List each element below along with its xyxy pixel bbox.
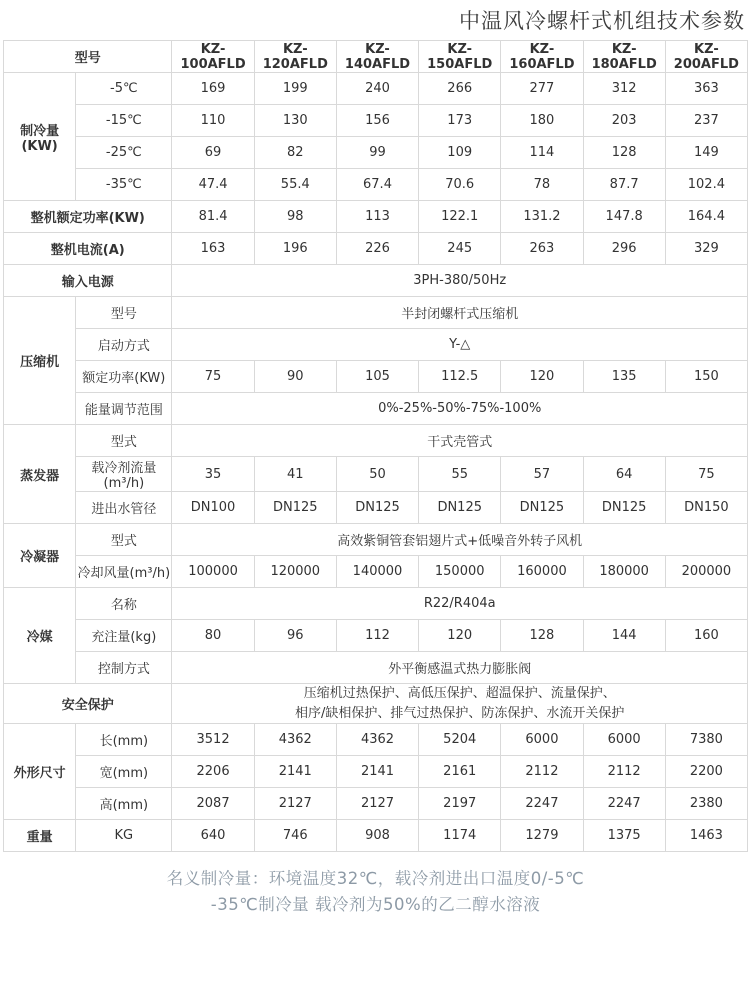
cell: 50 — [336, 457, 418, 492]
model-header-cell: KZ-160AFLD — [501, 41, 583, 73]
group-label-cooling-capacity: 制冷量(KW) — [4, 73, 76, 201]
cell: 140000 — [336, 556, 418, 588]
cell: 329 — [665, 233, 747, 265]
cell: 99 — [336, 137, 418, 169]
table-header-row — [4, 41, 748, 73]
cell: 160 — [665, 620, 747, 652]
cell: 55 — [419, 457, 501, 492]
cell: 67.4 — [336, 169, 418, 201]
model-header-cell: KZ-150AFLD — [419, 41, 501, 73]
sub-label: 载冷剂流量(m³/h) — [76, 457, 172, 492]
cell: 2141 — [254, 756, 336, 788]
cell-merged-safety — [172, 684, 748, 724]
table-row — [4, 820, 748, 852]
cell: 163 — [172, 233, 254, 265]
table-row — [4, 297, 748, 329]
cell: 96 — [254, 620, 336, 652]
sub-label: KG — [76, 820, 172, 852]
group-label-rated-power: 整机额定功率(KW) — [4, 201, 172, 233]
cell: 75 — [172, 361, 254, 393]
cell: 102.4 — [665, 169, 747, 201]
cell: 57 — [501, 457, 583, 492]
cell: 144 — [583, 620, 665, 652]
footer-notes — [0, 866, 751, 919]
table-row — [4, 684, 748, 724]
page-header — [0, 0, 751, 40]
cell: 41 — [254, 457, 336, 492]
cell: 2380 — [665, 788, 747, 820]
group-label-power-supply: 输入电源 — [4, 265, 172, 297]
cell: 64 — [583, 457, 665, 492]
model-header-cell: KZ-140AFLD — [336, 41, 418, 73]
cell: 113 — [336, 201, 418, 233]
table-row — [4, 620, 748, 652]
cell: 2112 — [583, 756, 665, 788]
cell-merged: 3PH-380/50Hz — [172, 265, 748, 297]
cell: 2247 — [501, 788, 583, 820]
cell: 90 — [254, 361, 336, 393]
cell: 112 — [336, 620, 418, 652]
cell: 7380 — [665, 724, 747, 756]
cell: 2141 — [336, 756, 418, 788]
table-row — [4, 425, 748, 457]
table-row — [4, 492, 748, 524]
page-title: 中温风冷螺杆式机组技术参数 — [459, 9, 745, 33]
cell: 122.1 — [419, 201, 501, 233]
table-row — [4, 233, 748, 265]
cell: 312 — [583, 73, 665, 105]
cell: 173 — [419, 105, 501, 137]
cell: 109 — [419, 137, 501, 169]
table-row — [4, 588, 748, 620]
sub-label: 启动方式 — [76, 329, 172, 361]
cell: 69 — [172, 137, 254, 169]
cell-merged: R22/R404a — [172, 588, 748, 620]
cell: 266 — [419, 73, 501, 105]
cell: 131.2 — [501, 201, 583, 233]
table-row — [4, 393, 748, 425]
sub-label: 冷却风量(m³/h) — [76, 556, 172, 588]
cell: 2087 — [172, 788, 254, 820]
sub-label: 进出水管径 — [76, 492, 172, 524]
cell: DN125 — [419, 492, 501, 524]
cell: 150000 — [419, 556, 501, 588]
cell: DN125 — [336, 492, 418, 524]
cell-merged: 半封闭螺杆式压缩机 — [172, 297, 748, 329]
cell: 1375 — [583, 820, 665, 852]
cell: 164.4 — [665, 201, 747, 233]
cell: 98 — [254, 201, 336, 233]
cell: 2206 — [172, 756, 254, 788]
cell: 908 — [336, 820, 418, 852]
table-row — [4, 105, 748, 137]
cell: 263 — [501, 233, 583, 265]
sub-label: 宽(mm) — [76, 756, 172, 788]
model-header-cell: KZ-180AFLD — [583, 41, 665, 73]
sub-label: -5℃ — [76, 73, 172, 105]
group-label-evaporator: 蒸发器 — [4, 425, 76, 524]
cell: 199 — [254, 73, 336, 105]
cell: 156 — [336, 105, 418, 137]
cell-merged: 外平衡感温式热力膨胀阀 — [172, 652, 748, 684]
cell: 240 — [336, 73, 418, 105]
cell: 120 — [501, 361, 583, 393]
cell: 6000 — [501, 724, 583, 756]
model-row-label: 型号 — [4, 41, 172, 73]
sub-label: 控制方式 — [76, 652, 172, 684]
cell: 130 — [254, 105, 336, 137]
table-row — [4, 756, 748, 788]
cell: 55.4 — [254, 169, 336, 201]
sub-label: -25℃ — [76, 137, 172, 169]
table-row — [4, 169, 748, 201]
sub-label: 型号 — [76, 297, 172, 329]
cell: 237 — [665, 105, 747, 137]
cell: DN125 — [254, 492, 336, 524]
cell: 135 — [583, 361, 665, 393]
cell-merged: 高效紫铜管套铝翅片式+低噪音外转子风机 — [172, 524, 748, 556]
cell: 1463 — [665, 820, 747, 852]
sub-label: 额定功率(KW) — [76, 361, 172, 393]
table-row — [4, 788, 748, 820]
cell: 112.5 — [419, 361, 501, 393]
group-label-dimensions: 外形尺寸 — [4, 724, 76, 820]
cell: 640 — [172, 820, 254, 852]
cell: 296 — [583, 233, 665, 265]
cell: 245 — [419, 233, 501, 265]
model-header-cell: KZ-100AFLD — [172, 41, 254, 73]
cell: 128 — [501, 620, 583, 652]
cell: 2127 — [254, 788, 336, 820]
cell-merged: 干式壳管式 — [172, 425, 748, 457]
cell: 149 — [665, 137, 747, 169]
cell: 6000 — [583, 724, 665, 756]
cell: 80 — [172, 620, 254, 652]
safety-line-2: 相序/缺相保护、排气过热保护、防冻保护、水流开关保护 — [295, 705, 625, 721]
cell: 35 — [172, 457, 254, 492]
cell: 87.7 — [583, 169, 665, 201]
table-row — [4, 201, 748, 233]
group-label-current: 整机电流(A) — [4, 233, 172, 265]
cell: 200000 — [665, 556, 747, 588]
sub-label: 长(mm) — [76, 724, 172, 756]
table-row — [4, 724, 748, 756]
sub-label: 能量调节范围 — [76, 393, 172, 425]
cell: DN125 — [501, 492, 583, 524]
cell: 2127 — [336, 788, 418, 820]
cell: 105 — [336, 361, 418, 393]
cell: 160000 — [501, 556, 583, 588]
table-row — [4, 265, 748, 297]
sub-label: 型式 — [76, 425, 172, 457]
cell: 120 — [419, 620, 501, 652]
cell: 81.4 — [172, 201, 254, 233]
cell: 70.6 — [419, 169, 501, 201]
cell: 4362 — [336, 724, 418, 756]
cell: DN150 — [665, 492, 747, 524]
cell: 3512 — [172, 724, 254, 756]
cell: 4362 — [254, 724, 336, 756]
cell: 2112 — [501, 756, 583, 788]
group-label-refrigerant: 冷媒 — [4, 588, 76, 684]
cell: 169 — [172, 73, 254, 105]
sub-label: 充注量(kg) — [76, 620, 172, 652]
sub-label: 高(mm) — [76, 788, 172, 820]
table-row — [4, 524, 748, 556]
cell: 78 — [501, 169, 583, 201]
table-row — [4, 457, 748, 492]
cell: 114 — [501, 137, 583, 169]
group-label-weight: 重量 — [4, 820, 76, 852]
cell: 2197 — [419, 788, 501, 820]
group-label-compressor: 压缩机 — [4, 297, 76, 425]
cell: 2200 — [665, 756, 747, 788]
cell: 1279 — [501, 820, 583, 852]
model-header-cell: KZ-120AFLD — [254, 41, 336, 73]
safety-line-1: 压缩机过热保护、高低压保护、超温保护、流量保护、 — [303, 686, 616, 701]
cell: 128 — [583, 137, 665, 169]
cell: DN125 — [583, 492, 665, 524]
table-row — [4, 652, 748, 684]
cell: 120000 — [254, 556, 336, 588]
cell: 203 — [583, 105, 665, 137]
cell: 226 — [336, 233, 418, 265]
specifications-table — [3, 40, 748, 852]
table-row — [4, 361, 748, 393]
cell: 1174 — [419, 820, 501, 852]
cell: 47.4 — [172, 169, 254, 201]
cell: 75 — [665, 457, 747, 492]
footer-line-2: -35℃制冷量 载冷剂为50%的乙二醇水溶液 — [210, 895, 541, 915]
table-row — [4, 556, 748, 588]
cell: 82 — [254, 137, 336, 169]
cell: 277 — [501, 73, 583, 105]
sub-label: 名称 — [76, 588, 172, 620]
cell: 2247 — [583, 788, 665, 820]
table-row — [4, 137, 748, 169]
cell: 100000 — [172, 556, 254, 588]
sub-label: 型式 — [76, 524, 172, 556]
sub-label: -15℃ — [76, 105, 172, 137]
cell: 150 — [665, 361, 747, 393]
cell: 196 — [254, 233, 336, 265]
group-label-condenser: 冷凝器 — [4, 524, 76, 588]
cell: 746 — [254, 820, 336, 852]
table-row — [4, 73, 748, 105]
group-label-safety: 安全保护 — [4, 684, 172, 724]
cell: 180 — [501, 105, 583, 137]
cell: 5204 — [419, 724, 501, 756]
table-row — [4, 329, 748, 361]
cell: 147.8 — [583, 201, 665, 233]
cell-merged: 0%-25%-50%-75%-100% — [172, 393, 748, 425]
cell-merged: Y-△ — [172, 329, 748, 361]
cell: 363 — [665, 73, 747, 105]
footer-line-1: 名义制冷量：环境温度32℃，载冷剂进出口温度0/-5℃ — [166, 869, 585, 888]
sub-label: -35℃ — [76, 169, 172, 201]
cell: 2161 — [419, 756, 501, 788]
model-header-cell: KZ-200AFLD — [665, 41, 747, 73]
cell: DN100 — [172, 492, 254, 524]
cell: 110 — [172, 105, 254, 137]
cell: 180000 — [583, 556, 665, 588]
